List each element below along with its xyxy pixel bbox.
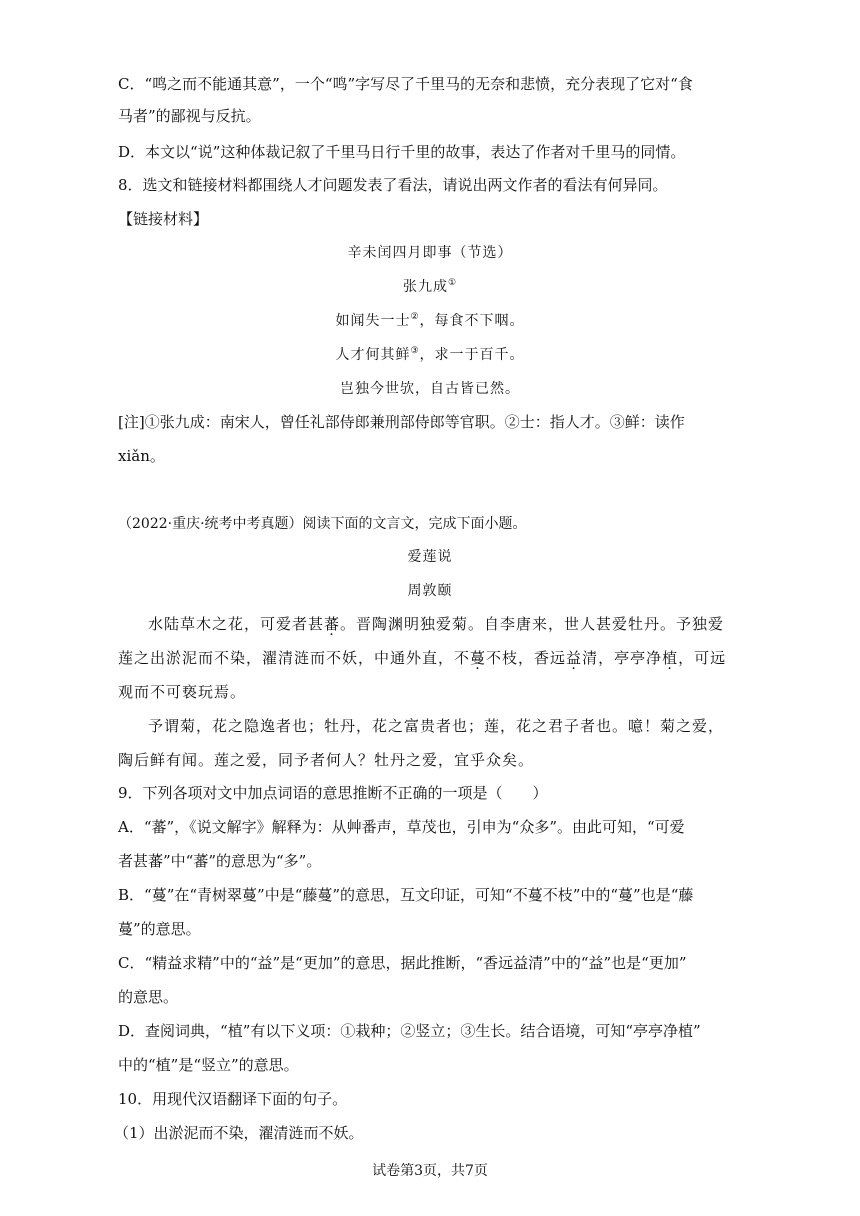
passage-title: 爱莲说 [407, 549, 453, 565]
p1-l2-part-c: 清，亭亭净 [582, 649, 663, 667]
p1-l1-part-b: 。晋陶渊明独爱菊。自李唐来，世人甚爱牡丹。予独爱 [340, 615, 725, 633]
q9-option-c-line1: C．“精益求精”中的“益”是“更加”的意思，据此推断，“香远益清”中的“益”也是“更加” [118, 954, 687, 972]
poem-line-2-part-a: 人才何其鲜 [335, 347, 411, 363]
poem-title: 辛未闰四月即事（节选） [347, 245, 513, 261]
footnote-line2: xiǎn。 [118, 447, 165, 465]
p1-l1-part-a: 水陆草木之花，可爱者甚 [148, 615, 325, 633]
poem-author-name: 张九成 [402, 279, 448, 295]
poem-line-1 [0, 311, 860, 331]
dotted-word-zhi: 植 [662, 649, 679, 667]
question-9: 9．下列各项对文中加点词语的意思推断不正确的一项是（ ） [118, 784, 548, 802]
q9-option-b-line1: B．“蔓”在“青树翠蔓”中是“藤蔓”的意思，互文印证，可知“不蔓不枝”中的“蔓”也是“藤 [118, 886, 694, 904]
dotted-word-man: 蔓 [470, 649, 487, 667]
passage-intro: （2022·重庆·统考中考真题）阅读下面的文言文，完成下面小题。 [118, 516, 527, 532]
link-material-label: 【链接材料】 [118, 210, 209, 228]
question-8: 8．选文和链接材料都围绕人才问题发表了看法，请说出两文作者的看法有何异同。 [118, 176, 668, 194]
question-10-item-1: （1）出淤泥而不染，濯清涟而不妖。 [114, 1124, 364, 1142]
q9-option-c-line2: 的意思。 [118, 988, 179, 1006]
dotted-word-fan: 蕃 [324, 615, 341, 633]
q9-option-b-line2: 蔓”的意思。 [118, 920, 201, 938]
poem-author [0, 277, 860, 297]
q9-option-d-line2: 中的“植”是“竖立”的意思。 [118, 1056, 299, 1074]
passage-author: 周敦颐 [407, 583, 453, 599]
q9-option-d-line1: D．查阅词典，“植”有以下义项：①栽种；②竖立；③生长。结合语境，可知“亭亭净植” [118, 1022, 701, 1040]
q9-option-a-line1: A．“蕃”，《说文解字》解释为：从艸番声，草茂也，引申为“众多”。由此可知，“可爱 [118, 818, 685, 836]
poem-line-1-note: ② [410, 312, 420, 322]
passage-p2-line2: 陶后鲜有闻。莲之爱，同予者何人？牡丹之爱，宜乎众矣。 [118, 751, 535, 769]
poem-author-note: ① [447, 278, 458, 288]
dotted-word-yi: 益 [566, 649, 583, 667]
p1-l2-part-a: 莲之出淤泥而不染，濯清涟而不妖，中通外直，不 [118, 649, 471, 667]
passage-p1-line3: 观而不可亵玩焉。 [118, 683, 247, 701]
p1-l2-part-b: 不枝，香远 [486, 649, 567, 667]
option-c-line1: C．“鸣之而不能通其意”，一个“鸣”字写尽了千里马的无奈和悲愤，充分表现了它对“食 [118, 75, 693, 93]
footnote-line1: [注]①张九成：南宋人，曾任礼部侍郎兼刑部侍郎等官职。②士：指人才。③鲜：读作 [118, 413, 685, 431]
poem-line-3: 岂独今世欤，自古皆已然。 [340, 381, 520, 397]
option-d: D．本文以“说”这种体裁记叙了千里马日行千里的故事，表达了作者对千里马的同情。 [118, 143, 686, 161]
page-footer: 试卷第3页，共7页 [372, 1163, 488, 1179]
option-c-line2: 马者”的鄙视与反抗。 [118, 107, 261, 125]
poem-line-1-part-b: ，每食不下咽。 [419, 313, 525, 329]
q9-option-a-line2: 者甚蕃”中“蕃”的意思为“多”。 [118, 852, 322, 870]
poem-line-1-part-a: 如闻失一士 [335, 313, 411, 329]
passage-p1-line2 [118, 648, 726, 668]
p1-l2-part-d: ，可远 [678, 649, 727, 667]
question-10: 10．用现代汉语翻译下面的句子。 [118, 1090, 348, 1108]
poem-line-2-part-b: ，求一于百千。 [419, 347, 525, 363]
passage-p2-line1: 予谓菊，花之隐逸者也；牡丹，花之富贵者也；莲，花之君子者也。噫！菊之爱， [148, 717, 725, 735]
passage-p1-line1 [148, 614, 724, 634]
poem-line-2-note: ③ [410, 346, 420, 356]
poem-line-2 [0, 345, 860, 365]
